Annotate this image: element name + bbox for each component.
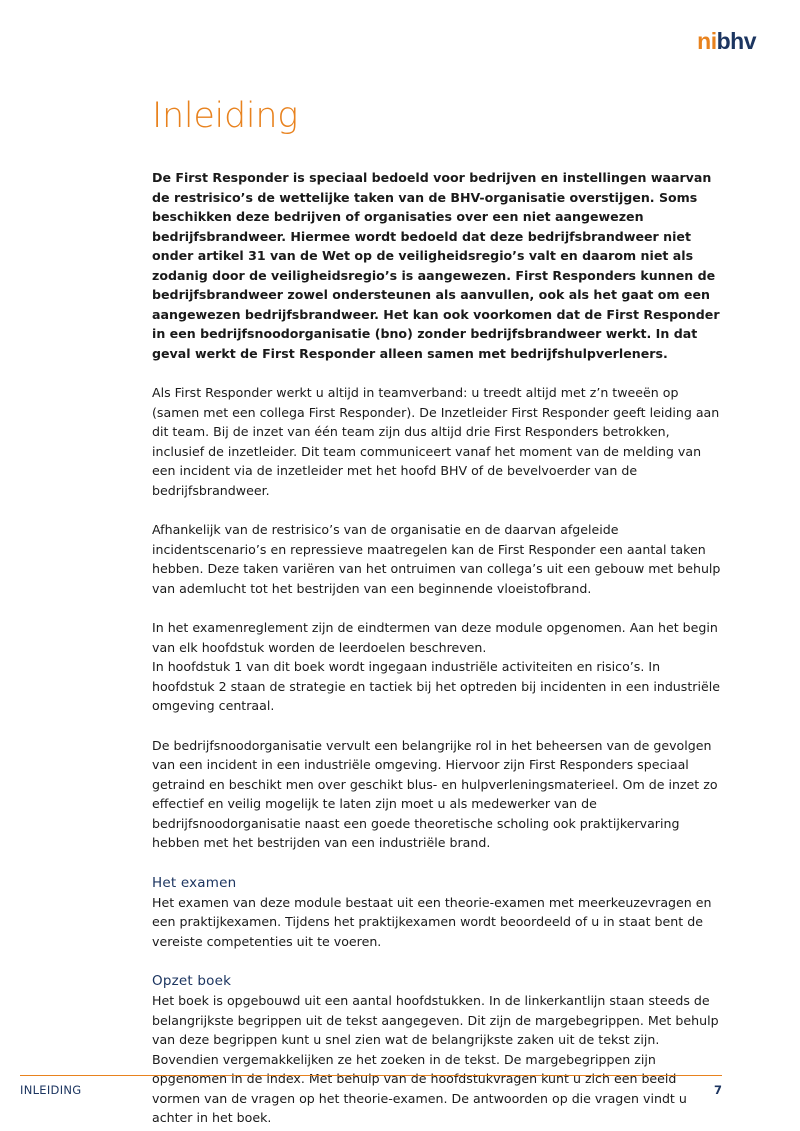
nibhv-logo [697, 30, 756, 53]
page-title: Inleiding [152, 96, 298, 136]
body-paragraph-examenreglement: In het examenreglement zijn de eindtermen van deze module opgenomen. Aan het begin van elk hoofdstuk worden de leerdoelen beschreven. [152, 620, 718, 655]
footer-page-number: 7 [713, 1083, 722, 1097]
body-paragraph-bedrijfsnoodorganisatie: De bedrijfsnoodorganisatie vervult een belangrijke rol in het beheersen van de gevolgen van een incident in een industriële omgeving. Hiervoor zijn First Responders speciaal getraind en beschikt men over geschikt blus- en hulpverleningsmaterieel. Om de inzet zo effectief en veilig mogelijk te laten zijn moet u als medewerker van de bedrijfsnoodorganisatie naast een goede theoretische scholing ook praktijkervaring hebben met het bestrijden van een industriële brand. [152, 737, 718, 850]
page-content [152, 168, 722, 1128]
logo-part-bhv: bhv [716, 28, 756, 54]
intro-paragraph: De First Responder is speciaal bedoeld voor bedrijven en instellingen waarvan de restrisico’s de wettelijke taken van de BHV-organisatie overstijgen. Soms beschikken deze bedrijven of organisaties over een niet aangewezen bedrijfsbrandweer. Hiermee wordt bedoeld dat deze bedrijfsbrandweer niet onder artikel 31 van de Wet op de veiligheidsregio’s valt en daarom niet als zodanig door de veiligheidsregio’s is aangewezen. First Responders kunnen de bedrijfsbrandweer zowel ondersteunen als aanvullen, ook als het gaat om een aangewezen bedrijfsbrandweer. Het kan ook voorkomen dat de First Responder in een bedrijfsnoodorganisatie (bno) zonder bedrijfsbrandweer werkt. In dat geval werkt de First Responder alleen samen met bedrijfshulpverleners. [152, 170, 720, 361]
logo-part-ni: ni [697, 28, 717, 54]
footer-divider [20, 1075, 722, 1076]
body-paragraph-teamverband: Als First Responder werkt u altijd in teamverband: u treedt altijd met z’n tweeën op (samen met een collega First Responder). De Inzetleider First Responder geeft leiding aan dit team. Bij de inzet van één team zijn dus altijd drie First Responders betrokken, inclusief de inzetleider. Dit team communiceert vanaf het moment van de melding van een incident via de inzetleider met het hoofd BHV of de bevelvoerder van de bedrijfsbrandweer. [152, 385, 720, 498]
footer-section-label: INLEIDING [20, 1083, 82, 1097]
section-text-opzet-boek: Het boek is opgebouwd uit een aantal hoofdstukken. In de linkerkantlijn staan steeds de belangrijkste begrippen uit de tekst aangegeven. Dit zijn de margebegrippen. Met behulp van deze begrippen kunt u snel zien wat de belangrijkste zaken uit de tekst zijn. Bovendien vergemakkelijken ze het zoeken in de tekst. De margebegrippen zijn opgenomen in de index. Met behulp van de hoofdstukvragen kunt u zich een beeld vormen van de vragen op het theorie-examen. De antwoorden op die vragen vindt u achter in het boek. [152, 993, 719, 1125]
section-heading-opzet-boek: Opzet boek [152, 973, 232, 989]
body-paragraph-restrisicos: Afhankelijk van de restrisico’s van de organisatie en de daarvan afgeleide incidentscenario’s en repressieve maatregelen kan de First Responder een aantal taken hebben. Deze taken variëren van het ontruimen van collega’s uit een gebouw met behulp van ademlucht tot het bestrijden van een beginnende vloeistofbrand. [152, 522, 721, 596]
section-heading-het-examen: Het examen [152, 874, 237, 891]
section-text-het-examen: Het examen van deze module bestaat uit een theorie-examen met meerkeuzevragen en een praktijkexamen. Tijdens het praktijkexamen wordt beoordeeld of u in staat bent de vereiste competenties uit te voeren. [152, 894, 712, 949]
body-paragraph-hoofdstukken: In hoofdstuk 1 van dit boek wordt ingegaan industriële activiteiten en risico’s. In hoofdstuk 2 staan de strategie en tactiek bij het optreden bij incidenten in een industriële omgeving centraal. [152, 659, 720, 713]
